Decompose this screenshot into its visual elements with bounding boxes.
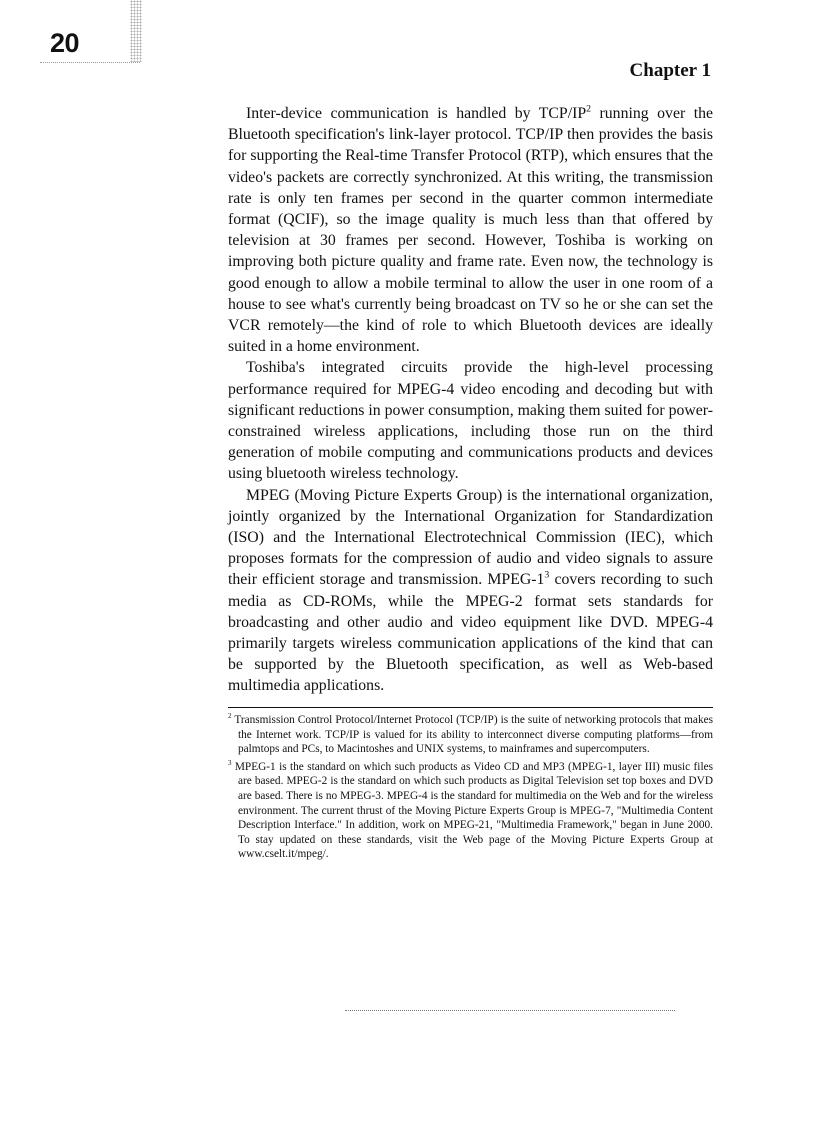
paragraph-3-text-b: covers recording to such media as CD-ROMs, while the MPEG-2 format sets standards for broadcasting and other audio and video equipment like DVD. MPEG-4 primarily targets wireless communication applications of the kind that can be supported by the Bluetooth specification, as well as Web-based multimedia applications. bbox=[228, 571, 713, 695]
paragraph-2: Toshiba's integrated circuits provide the high-level processing performance required for MPEG-4 video encoding and decoding but with significant reductions in power consumption, making them suited for power-constrained wireless applications, including those run on the third generation of mobile computing and communications products and devices using bluetooth wireless technology. bbox=[228, 359, 713, 483]
footnote-text: Transmission Control Protocol/Internet Protocol (TCP/IP) is the suite of networking protocols that makes the Internet work. TCP/IP is valued for its ability to interconnect diverse computing platforms—from palmtops and PCs, to Macintoshes and UNIX systems, to mainframes and supercomputers. bbox=[234, 714, 713, 756]
paragraph-1-text-b: running over the Bluetooth specification's link-layer protocol. TCP/IP then provides the basis for supporting the Real-time Transfer Protocol (RTP), which ensures that the video's packets are correctly synchronized. At this writing, the transmission rate is only ten frames per second in the quarter common intermediate format (QCIF), so the image quality is much less than that offered by television at 30 frames per second. However, Toshiba is working on improving both picture quality and frame rate. Even now, the technology is good enough to allow a mobile terminal to allow the user in one room of a house to see what's currently being broadcast on TV so he or she can set the VCR remotely—the kind of role to which Bluetooth devices are ideally suited in a home environment. bbox=[228, 105, 713, 356]
footnotes bbox=[228, 713, 713, 865]
footnote-divider bbox=[228, 707, 713, 708]
header-divider bbox=[40, 62, 140, 63]
footnote-marker: 3 bbox=[228, 759, 232, 768]
footnote-ref-3: 3 bbox=[544, 570, 550, 582]
footnote-text: MPEG-1 is the standard on which such products as Video CD and MP3 (MPEG-1, layer III) music files are based. MPEG-2 is the standard on which such products as Digital Television set top boxes and DVD are based. There is no MPEG-3. MPEG-4 is the standard for multimedia on the Web and for the wireless environment. The current thrust of the Moving Picture Experts Group is MPEG-7, "Multimedia Content Description Interface." In addition, work on MPEG-21, "Multimedia Framework," began in June 2000. To stay updated on these standards, visit the Web page of the Moving Picture Experts Group at www.cselt.it/mpeg/. bbox=[234, 760, 713, 861]
footnote-ref-2: 2 bbox=[586, 103, 592, 115]
footnote bbox=[228, 713, 713, 757]
body-text bbox=[228, 103, 713, 697]
chapter-title: Chapter 1 bbox=[629, 60, 711, 81]
paragraph-3-text-a: MPEG (Moving Picture Experts Group) is the international organization, jointly organized by the International Organization for Standardization (ISO) and the International Electrotechnical Commission (IEC), which proposes formats for the compression of audio and video signals to assure their efficient storage and transmission. MPEG-1 bbox=[228, 486, 713, 589]
scan-edge-artifact bbox=[130, 0, 142, 62]
paragraph-3 bbox=[228, 485, 713, 697]
footnote bbox=[228, 760, 713, 862]
paragraph-1 bbox=[228, 103, 713, 357]
page-number: 20 bbox=[50, 28, 80, 58]
footnote-marker: 2 bbox=[228, 712, 232, 721]
bottom-divider bbox=[345, 1010, 675, 1011]
paragraph-1-text-a: Inter-device communication is handled by TCP/IP bbox=[246, 105, 587, 122]
